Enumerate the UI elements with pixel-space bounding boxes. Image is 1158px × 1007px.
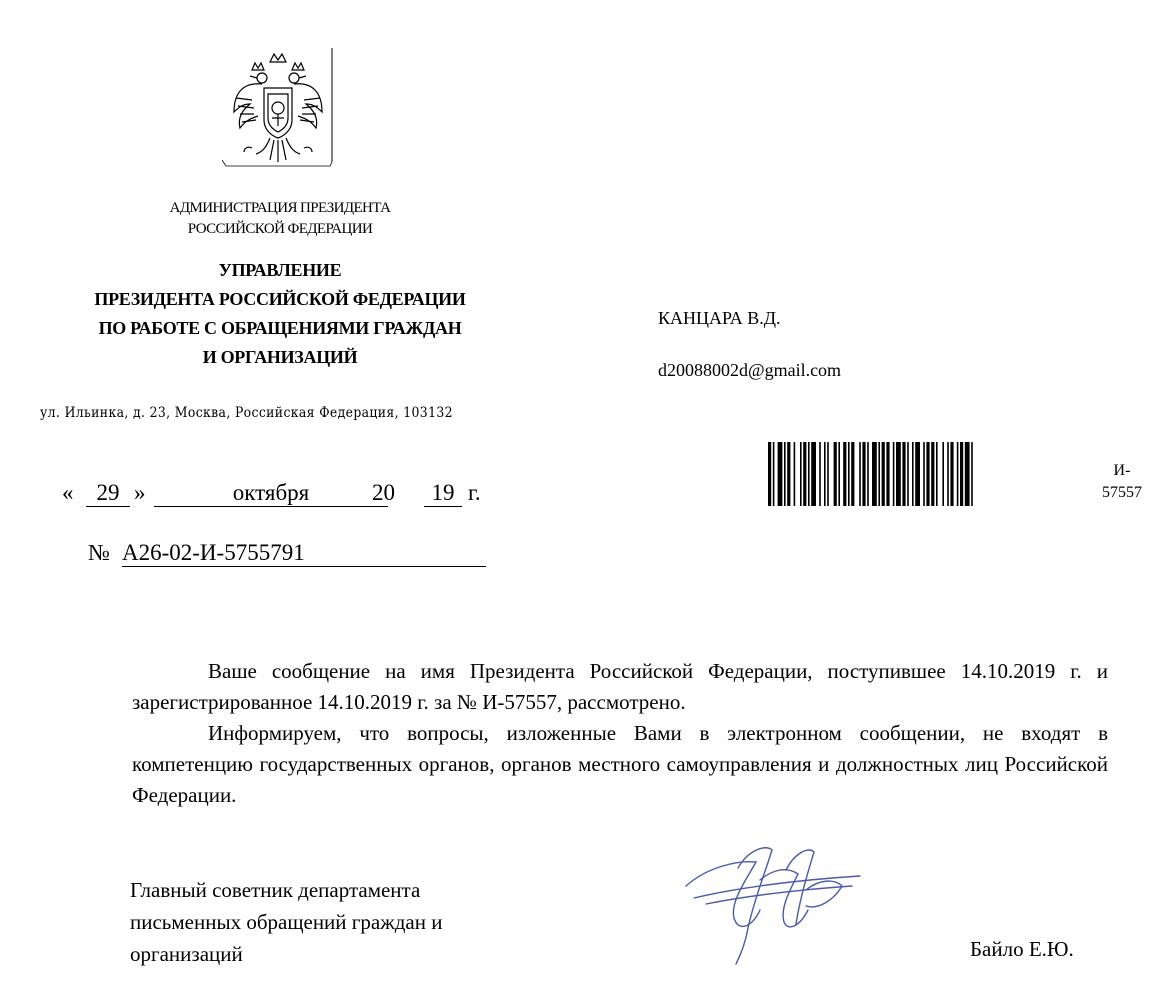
date-year: 19 bbox=[424, 480, 462, 507]
signer-name: Байло Е.Ю. bbox=[970, 937, 1074, 961]
recipient-name: КАНЦАРА В.Д. bbox=[658, 308, 781, 328]
administration-title bbox=[100, 198, 460, 240]
dept-line-1: УПРАВЛЕНИЕ bbox=[218, 260, 342, 280]
state-emblem-icon bbox=[222, 48, 334, 176]
barcode-icon bbox=[768, 442, 1070, 506]
number-sign: № bbox=[88, 540, 110, 565]
dept-line-2: ПРЕЗИДЕНТА РОССИЙСКОЙ ФЕДЕРАЦИИ bbox=[94, 289, 466, 309]
date-month: октября bbox=[154, 480, 388, 507]
signer-title-line-1: Главный советник департамента bbox=[130, 878, 421, 902]
admin-line-1: АДМИНИСТРАЦИЯ ПРЕЗИДЕНТА bbox=[169, 200, 391, 216]
reference-number: А26-02-И-5755791 bbox=[122, 540, 486, 567]
date-suffix: г. bbox=[468, 480, 481, 505]
barcode-number bbox=[1096, 460, 1148, 504]
letter-body bbox=[132, 656, 1108, 811]
body-paragraph-1: Ваше сообщение на имя Президента Российской Федерации, поступившее 14.10.2019 г. и зарегистрированное 14.10.2019 г. за № И-57557, рассмотрено. bbox=[132, 659, 1108, 714]
dept-line-4: И ОРГАНИЗАЦИЙ bbox=[202, 347, 358, 367]
admin-line-2: РОССИЙСКОЙ ФЕДЕРАЦИИ bbox=[187, 221, 373, 237]
barcode-number-line-2: 57557 bbox=[1102, 484, 1142, 501]
signer-title bbox=[130, 874, 560, 970]
body-paragraph-2: Информируем, что вопросы, изложенные Вами в электронном сообщении, не входят в компетенцию государственных органов, органов местного самоуправления и должностных лиц Российской Федерации. bbox=[132, 721, 1108, 807]
date-day: 29 bbox=[86, 480, 130, 507]
date-open-quote: « bbox=[62, 480, 74, 505]
department-title bbox=[40, 256, 520, 372]
recipient-email: d20088002d@gmail.com bbox=[658, 360, 842, 380]
signer-title-line-3: организаций bbox=[130, 942, 243, 966]
dept-line-3: ПО РАБОТЕ С ОБРАЩЕНИЯМИ ГРАЖДАН bbox=[98, 318, 462, 338]
date-century: 20 bbox=[372, 480, 395, 505]
handwritten-signature-icon bbox=[676, 840, 862, 970]
signer-title-line-2: письменных обращений граждан и bbox=[130, 910, 443, 934]
barcode-number-line-1: И- bbox=[1113, 462, 1131, 479]
sender-address: ул. Ильинка, д. 23, Москва, Российская Федерация, 103132 bbox=[40, 405, 453, 421]
date-close-quote: » bbox=[134, 480, 146, 505]
